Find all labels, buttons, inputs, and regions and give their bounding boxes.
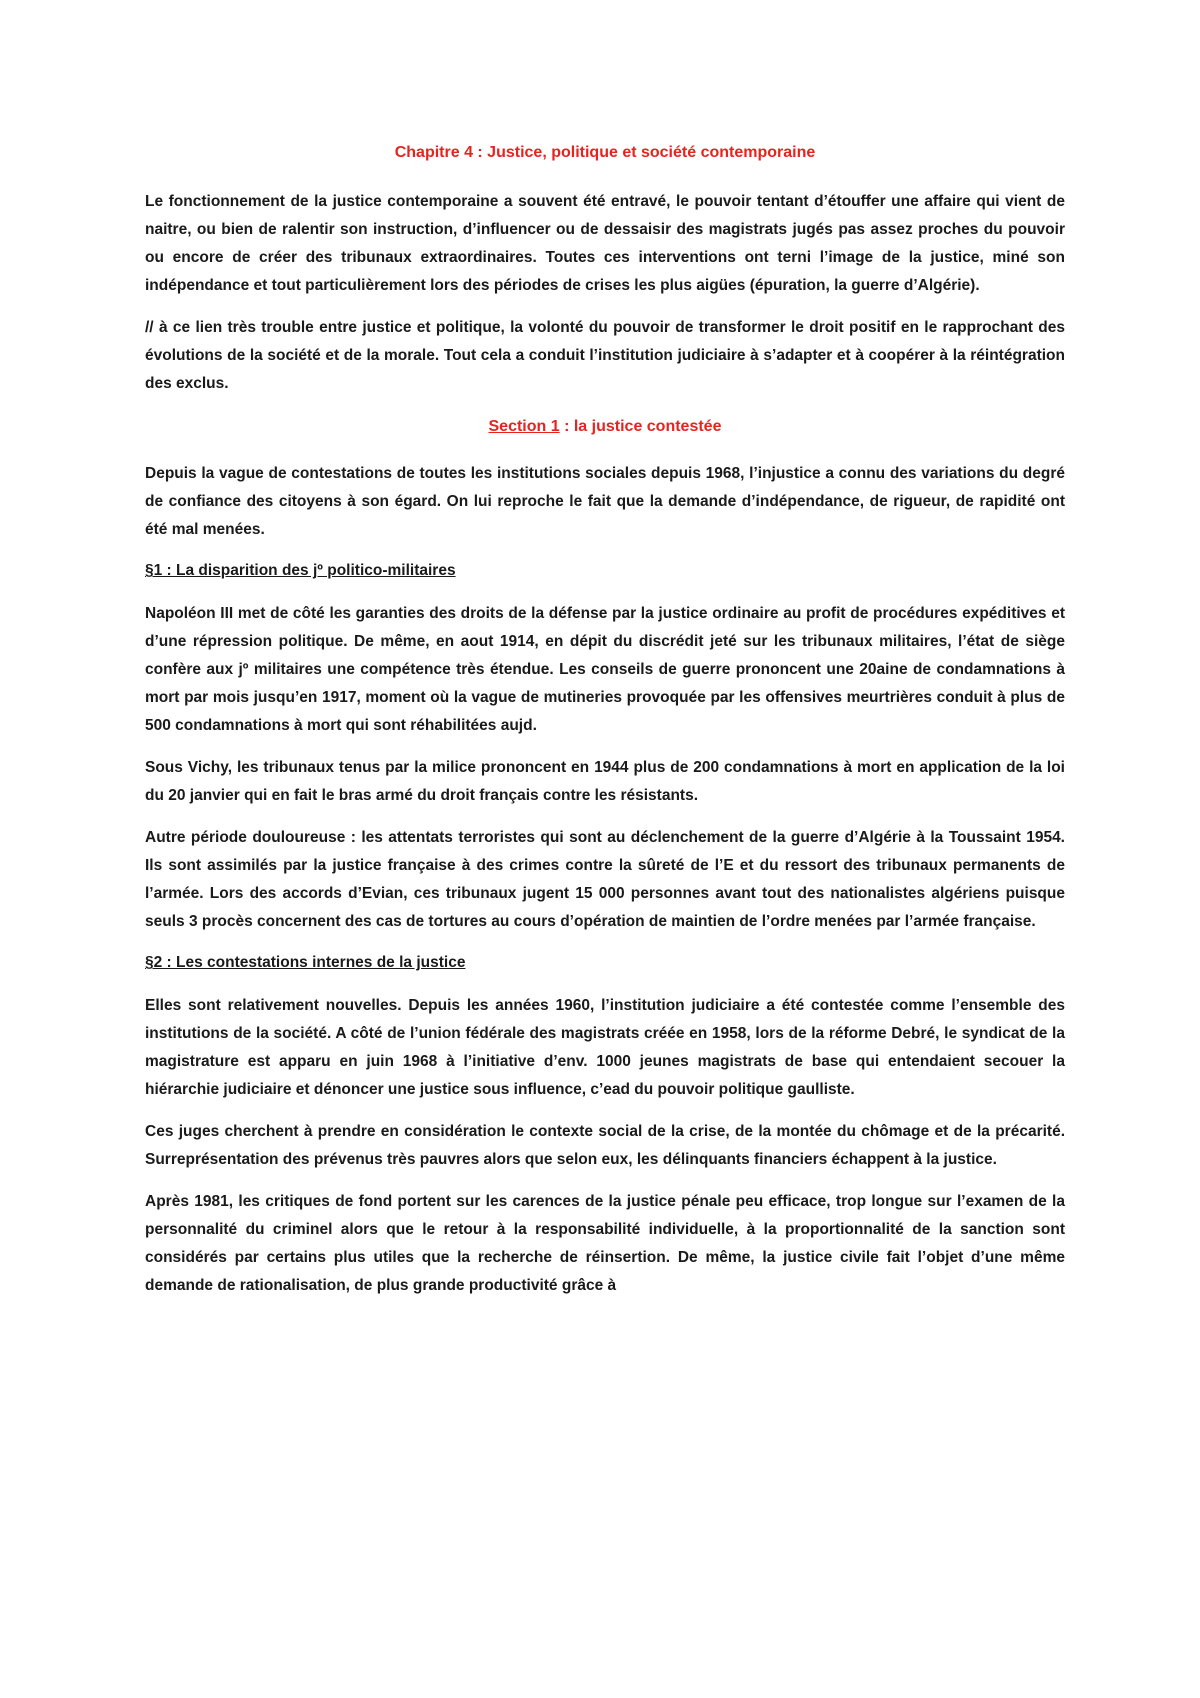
subsection-2-heading: §2 : Les contestations internes de la justice (145, 954, 466, 971)
section-1-intro: Depuis la vague de contestations de toutes les institutions sociales depuis 1968, l’injustice a connu des variations du degré de confiance des citoyens à son égard. On lui reproche le fait que la demande d’indépendance, de rigueur, de rapidité ont été mal menées. (145, 465, 1065, 538)
section-1-title (145, 414, 1065, 440)
intro-paragraph-2: // à ce lien très trouble entre justice et politique, la volonté du pouvoir de transformer le droit positif en le rapprochant des évolutions de la société et de la morale. Tout cela a conduit l’institution judiciaire à s’adapter et à coopérer à la réintégration des exclus. (145, 319, 1065, 392)
section-1-title-text: : la justice contestée (559, 418, 722, 435)
subsection-1-paragraph-2: Sous Vichy, les tribunaux tenus par la milice prononcent en 1944 plus de 200 condamnations à mort en application de la loi du 20 janvier qui en fait le bras armé du droit français contre les résistants. (145, 759, 1065, 804)
subsection-1-paragraph-1: Napoléon III met de côté les garanties des droits de la défense par la justice ordinaire au profit de procédures expéditives et d’une répression politique. De même, en aout 1914, en dépit du discrédit jeté sur les tribunaux militaires, l’état de siège confère aux jº militaires une compétence très étendue. Les conseils de guerre prononcent une 20aine de condamnations à mort par mois jusqu’en 1917, moment où la vague de mutineries provoquée par les offensives meurtrières conduit à plus de 500 condamnations à mort qui sont réhabilitées aujd. (145, 605, 1065, 734)
section-1-number: Section 1 (488, 418, 560, 435)
intro-paragraph-1: Le fonctionnement de la justice contemporaine a souvent été entravé, le pouvoir tentant d’étouffer une affaire qui vient de naitre, ou bien de ralentir son instruction, d’influencer ou de dessaisir des magistrats jugés pas assez proches du pouvoir ou encore de créer des tribunaux extraordinaires. Toutes ces interventions ont terni l’image de la justice, miné son indépendance et tout particulièrement lors des périodes de crises les plus aigües (épuration, la guerre d’Algérie). (145, 193, 1065, 294)
subsection-1-heading: §1 : La disparition des jº politico-militaires (145, 562, 456, 579)
subsection-1-paragraph-3: Autre période douloureuse : les attentats terroristes qui sont au déclenchement de la guerre d’Algérie à la Toussaint 1954. Ils sont assimilés par la justice française à des crimes contre la sûreté de l’E et du ressort des tribunaux permanents de l’armée. Lors des accords d’Evian, ces tribunaux jugent 15 000 personnes avant tout des nationalistes algériens puisque seuls 3 procès concernent des cas de tortures au cours d’opération de maintien de l’ordre menées par l’armée française. (145, 829, 1065, 930)
subsection-2-paragraph-2: Ces juges cherchent à prendre en considération le contexte social de la crise, de la montée du chômage et de la précarité. Surreprésentation des prévenus très pauvres alors que selon eux, les délinquants financiers échappent à la justice. (145, 1123, 1065, 1168)
subsection-2-paragraph-3: Après 1981, les critiques de fond portent sur les carences de la justice pénale peu efficace, trop longue sur l’examen de la personnalité du criminel alors que le retour à la responsabilité individuelle, à la proportionnalité de la sanction sont considérés par certains plus utiles que la recherche de réinsertion. De même, la justice civile fait l’objet d’une même demande de rationalisation, de plus grande productivité grâce à (145, 1193, 1065, 1294)
document-page (145, 140, 1065, 1314)
chapter-title: Chapitre 4 : Justice, politique et société contemporaine (394, 144, 816, 161)
subsection-2-paragraph-1: Elles sont relativement nouvelles. Depuis les années 1960, l’institution judiciaire a été contestée comme l’ensemble des institutions de la société. A côté de l’union fédérale des magistrats créée en 1958, lors de la réforme Debré, le syndicat de la magistrature est apparu en juin 1968 à l’initiative d’env. 1000 jeunes magistrats de base qui entendaient secouer la hiérarchie judiciaire et dénoncer une justice sous influence, c’ead du pouvoir politique gaulliste. (145, 997, 1065, 1098)
